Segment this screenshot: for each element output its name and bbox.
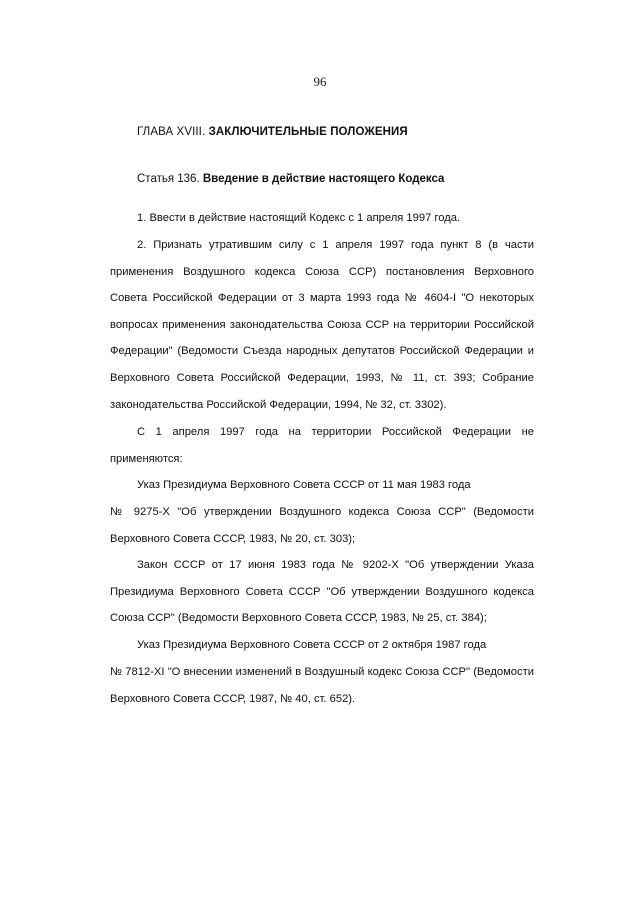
- paragraph-4: Указ Президиума Верховного Совета СССР от 11 мая 1983 года: [137, 479, 471, 491]
- page-number: 96: [313, 74, 327, 89]
- paragraph-3: С 1 апреля 1997 года на территории Российской Федерации не применяются:: [110, 426, 534, 465]
- paragraph-7: Указ Президиума Верховного Совета СССР от 2 октября 1987 года: [137, 639, 487, 651]
- paragraph-8: № 7812-XI "О внесении изменений в Воздушный кодекс Союза ССР" (Ведомости Верховного Совета СССР, 1987, № 40, ст. 652).: [110, 666, 534, 705]
- article-heading: [137, 173, 444, 185]
- paragraph-6: Закон СССР от 17 июня 1983 года № 9202-X "Об утверждении Указа Президиума Верховного Совета СССР "Об утверждении Воздушного кодекса Союза ССР" (Ведомости Верховного Совета СССР, 1983, № 25, ст. 384);: [110, 559, 534, 625]
- article-number: Статья 136.: [137, 173, 200, 185]
- chapter-title: ЗАКЛЮЧИТЕЛЬНЫЕ ПОЛОЖЕНИЯ: [208, 126, 408, 138]
- paragraph-1: 1. Ввести в действие настоящий Кодекс с 1 апреля 1997 года.: [137, 212, 461, 224]
- chapter-number: ГЛАВА XVIII.: [137, 126, 206, 138]
- chapter-heading: [137, 126, 408, 138]
- article-title: Введение в действие настоящего Кодекса: [202, 173, 445, 185]
- paragraph-5: № 9275-X "Об утверждении Воздушного кодекса Союза ССР" (Ведомости Верховного Совета СССР, 1983, № 20, ст. 303);: [110, 506, 534, 545]
- paragraph-2: 2. Признать утратившим силу с 1 апреля 1997 года пункт 8 (в части применения Воздушного кодекса Союза ССР) постановления Верховного Совета Российской Федерации от 3 марта 1993 года № 4604-I "О некоторых вопросах применения законодательства Союза ССР на территории Российской Федерации" (Ведомости Съезда народных депутатов Российской Федерации и Верховного Совета Российской Федерации, 1993, № 11, ст. 393; Собрание законодательства Российской Федерации, 1994, № 32, ст. 3302).: [110, 239, 534, 411]
